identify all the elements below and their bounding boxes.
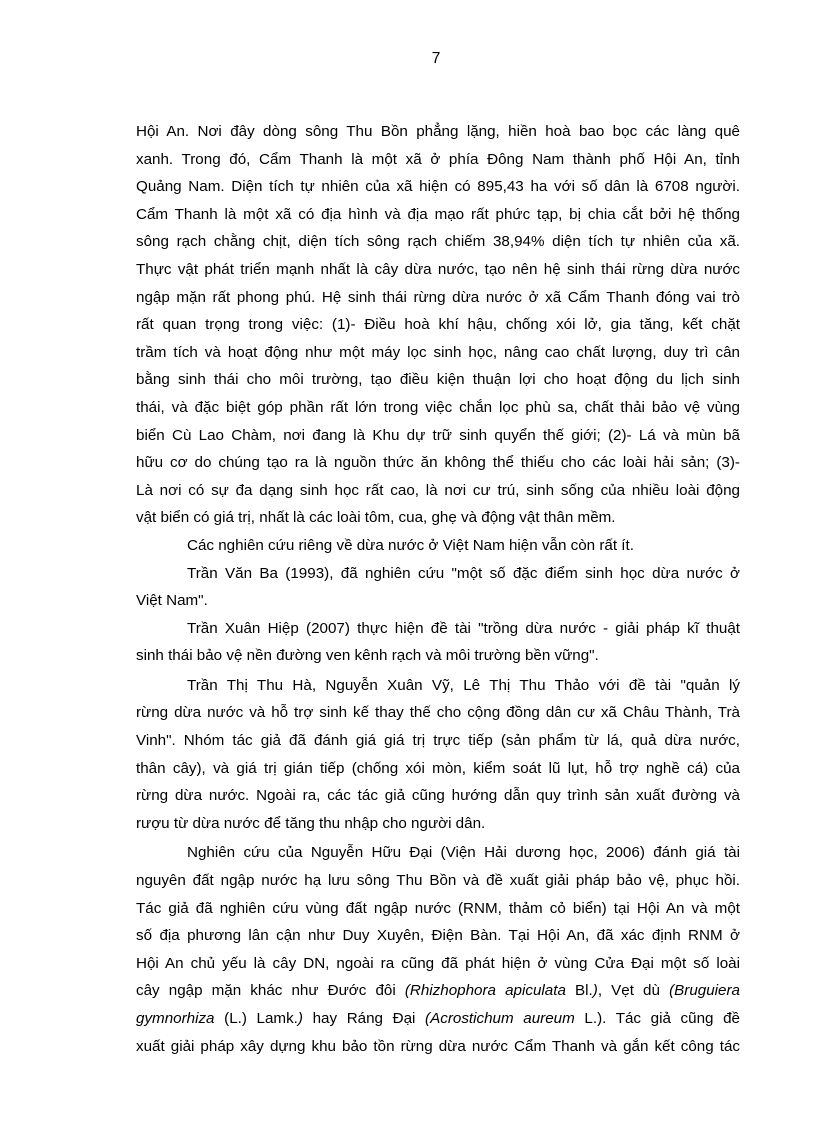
text-line: rừng dừa nước. Ngoài ra, các tác giả cũng hướng dẫn quy trình sản xuất đường và xyxy=(136,787,740,805)
text-line: Hội An. Nơi đây dòng sông Thu Bồn phẳng lặng, hiền hoà bao bọc các làng quê xyxy=(136,123,740,140)
text-line: Cẩm Thanh là một xã có địa hình và địa mạo rất phức tạp, bị chia cắt bởi hệ thống xyxy=(136,205,740,223)
text-line: thân cây), và giá trị gián tiếp (chống xói mòn, kiểm soát lũ lụt, hỗ trợ nghề cá) của xyxy=(136,759,740,777)
text-line: xanh. Trong đó, Cẩm Thanh là một xã ở phía Đông Nam thành phố Hội An, tỉnh xyxy=(136,150,740,168)
text-line: Trần Văn Ba (1993), đã nghiên cứu "một số đặc điểm sinh học dừa nước ở xyxy=(187,564,740,582)
text-span: L.) xyxy=(574,1010,603,1027)
text-span: cây ngập mặn khác như Đước đôi xyxy=(136,982,405,1000)
text-line: Tác giả đã nghiên cứu vùng đất ngập nước (RNM, thảm cỏ biển) tại Hội An và một xyxy=(136,899,740,917)
scientific-name: (Acrostichum aureum xyxy=(425,1010,575,1027)
species-line xyxy=(136,977,740,1005)
text-line: thái, và đặc biệt góp phần rất lớn trong việc chắn lọc phù sa, chất thải bảo vệ vùng xyxy=(136,398,740,416)
scientific-name: (Rhizhophora apiculata xyxy=(404,982,566,1000)
text-line: rượu từ dừa nước để tăng thu nhập cho người dân. xyxy=(136,814,486,832)
text-line: Trần Xuân Hiệp (2007) thực hiện đề tài "trồng dừa nước - giải pháp kĩ thuật xyxy=(187,619,740,637)
text-line: nguyên đất ngập nước hạ lưu sông Thu Bồn và đề xuất giải pháp bảo vệ, phục hồi. xyxy=(136,872,740,890)
text-span: Bl. xyxy=(565,982,593,1000)
text-line: hữu cơ do chúng tạo ra là nguồn thức ăn không thể thiếu cho các loài hải sản; (3)- xyxy=(136,454,740,472)
text-span: (L.) Lamk. xyxy=(214,1010,298,1027)
text-line: Vinh". Nhóm tác giả đã đánh giá giá trị trực tiếp (sản phẩm từ lá, quả dừa nước, xyxy=(136,732,740,750)
text-line: biển Cù Lao Chàm, nơi đang là Khu dự trữ sinh quyển thế giới; (2)- Lá và mùn bã xyxy=(136,426,740,444)
text-line: rừng dừa nước và hỗ trợ sinh kế thay thế cho cộng đồng dân cư xã Châu Thành, Trà xyxy=(136,704,740,722)
text-line: ngập mặn rất phong phú. Hệ sinh thái rừng dừa nước ở xã Cẩm Thanh đóng vai trò xyxy=(136,288,740,306)
text-span: ) xyxy=(297,1010,303,1027)
scientific-name: gymnorhiza xyxy=(136,1010,215,1027)
text-line: Việt Nam". xyxy=(136,592,208,610)
page-number: 7 xyxy=(431,50,441,67)
text-line: Trần Thị Thu Hà, Nguyễn Xuân Vỹ, Lê Thị Thu Thảo với đề tài "quản lý xyxy=(187,676,740,694)
text-line: sinh thái bảo vệ nền đường ven kênh rạch và môi trường bền vững". xyxy=(136,647,599,665)
text-line: Nghiên cứu của Nguyễn Hữu Đại (Viện Hải dương học, 2006) đánh giá tài xyxy=(187,844,740,862)
scientific-name: (Bruguiera xyxy=(669,982,740,1000)
text-line: Là nơi có sự đa dạng sinh học rất cao, là nơi cư trú, sinh sống của nhiều loài động xyxy=(136,481,740,499)
text-line: sông rạch chằng chịt, diện tích sông rạch chiếm 38,94% diện tích tự nhiên của xã. xyxy=(136,233,740,251)
page-body xyxy=(136,118,740,1060)
text-line: xuất giải pháp xây dựng khu bảo tồn rừng dừa nước Cẩm Thanh và gắn kết công tác xyxy=(136,1037,740,1055)
species-line xyxy=(136,1005,740,1033)
text-line: Các nghiên cứu riêng về dừa nước ở Việt Nam hiện vẫn còn rất ít. xyxy=(187,536,634,554)
text-line: Thực vật phát triển mạnh nhất là cây dừa nước, tạo nên hệ sinh thái rừng dừa nước xyxy=(136,260,740,278)
text-line: rất quan trọng trong việc: (1)- Điều hoà khí hậu, chống xói lở, gia tăng, kết chặt xyxy=(136,316,740,334)
text-line: vật biển có giá trị, nhất là các loài tôm, cua, ghẹ và động vật thân mềm. xyxy=(136,509,616,527)
text-span: . Tác giả cũng đề xyxy=(602,1010,740,1027)
text-span: , Vẹt dù xyxy=(597,982,670,1000)
text-line: Hội An chủ yếu là cây DN, ngoài ra cũng đã phát hiện ở vùng Cửa Đại một số loài xyxy=(136,954,740,972)
text-span: hay Ráng Đại xyxy=(302,1010,426,1027)
text-line: số địa phương lân cận như Duy Xuyên, Điện Bàn. Tại Hội An, đã xác định RNM ở xyxy=(136,927,740,945)
text-line: bằng sinh thái cho môi trường, tạo điều kiện thuận lợi cho hoạt động du lịch sinh xyxy=(136,371,740,389)
text-span: ) xyxy=(592,982,598,1000)
text-line: Quảng Nam. Diện tích tự nhiên của xã hiện có 895,43 ha với số dân là 6708 người. xyxy=(136,178,740,196)
text-line: trầm tích và hoạt động như một máy lọc sinh học, nâng cao chất lượng, duy trì cân xyxy=(136,343,740,361)
